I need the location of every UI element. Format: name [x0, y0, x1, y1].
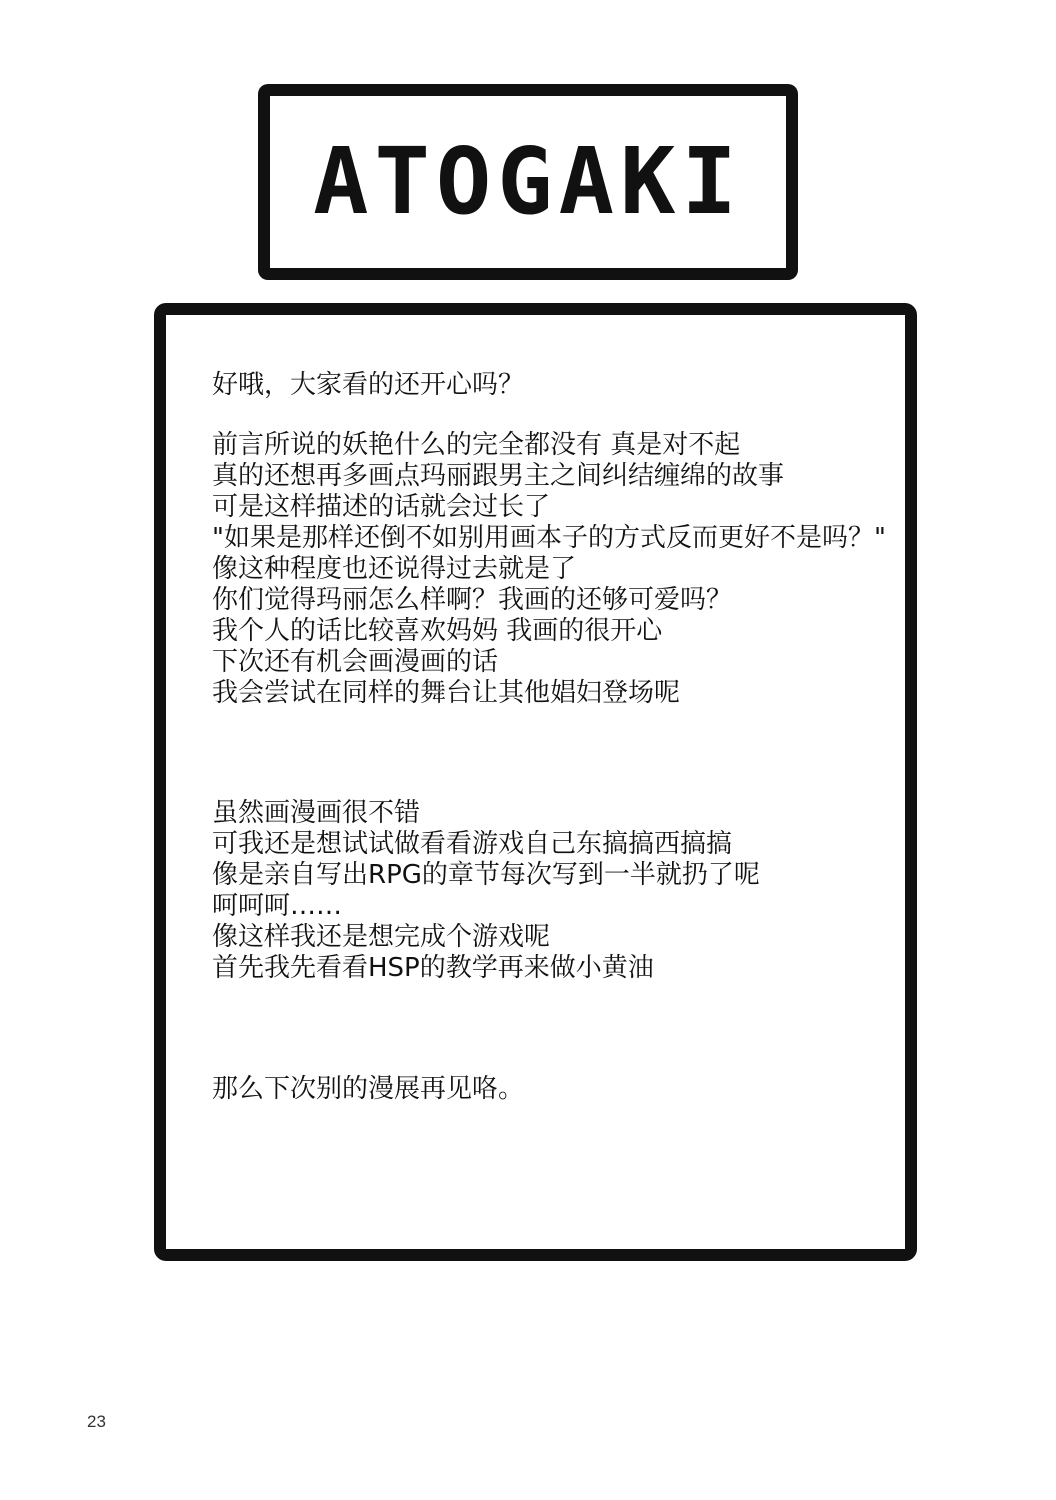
- text-line: 可是这样描述的话就会过长了: [212, 492, 551, 522]
- text-line: 那么下次别的漫展再见咯。: [212, 1074, 525, 1104]
- text-line: 像这种程度也还说得过去就是了: [212, 554, 577, 584]
- text-line: 像这样我还是想完成个游戏呢: [212, 922, 551, 952]
- paragraph-game: [212, 798, 885, 984]
- page-title: ATOGAKI: [313, 128, 743, 235]
- text-line: 好哦，大家看的还开心吗？: [212, 370, 525, 400]
- text-line: 首先我先看看HSP的教学再来做小黄油: [212, 953, 654, 983]
- text-line: 像是亲自写出RPG的章节每次写到一半就扔了呢: [212, 860, 760, 890]
- paragraph-comic: [212, 430, 885, 709]
- paragraph-greeting: [212, 370, 885, 401]
- text-line: 虽然画漫画很不错: [212, 798, 421, 828]
- text-line: 呵呵呵……: [212, 891, 343, 921]
- text-line: 可我还是想试试做看看游戏自己东搞搞西搞搞: [212, 829, 733, 859]
- text-frame: [154, 303, 917, 1261]
- text-line: 你们觉得玛丽怎么样啊？我画的还够可爱吗？: [212, 585, 733, 615]
- text-line: 真的还想再多画点玛丽跟男主之间纠结缠绵的故事: [212, 461, 785, 491]
- text-line: 我会尝试在同样的舞台让其他娼妇登场呢: [212, 678, 681, 708]
- title-frame: [258, 84, 798, 280]
- text-line: "如果是那样还倒不如别用画本子的方式反而更好不是吗？": [212, 523, 886, 553]
- text-line: 下次还有机会画漫画的话: [212, 647, 499, 677]
- page-number: 23: [87, 1412, 106, 1431]
- afterword-body: [212, 370, 885, 1105]
- paragraph-farewell: [212, 1074, 885, 1105]
- text-line: 前言所说的妖艳什么的完全都没有 真是对不起: [212, 430, 741, 460]
- text-line: 我个人的话比较喜欢妈妈 我画的很开心: [212, 616, 663, 646]
